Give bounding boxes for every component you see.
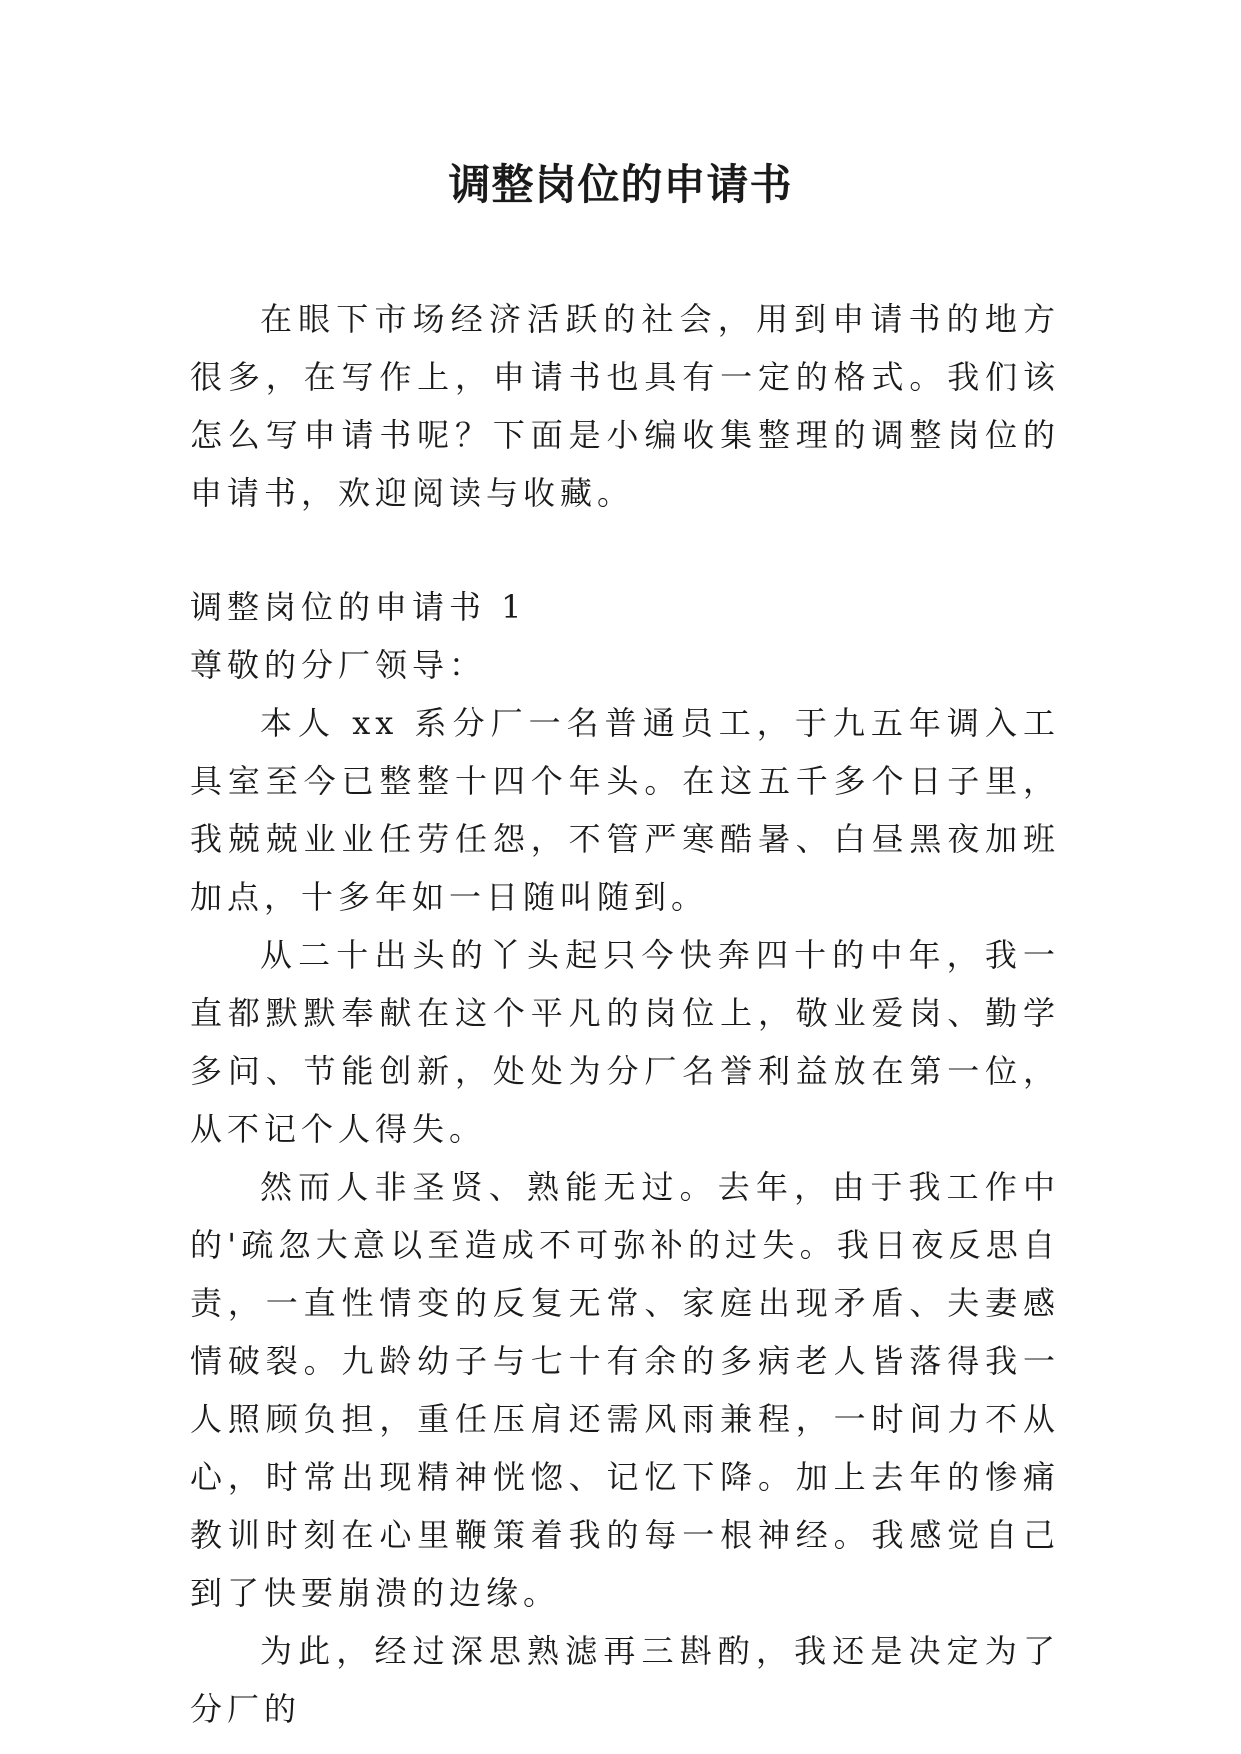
intro-block (190, 290, 1060, 522)
letter-block (190, 578, 1060, 1738)
body-paragraph-4: 为此，经过深思熟滤再三斟酌，我还是决定为了分厂的 (190, 1632, 1060, 1728)
body-paragraph-3: 然而人非圣贤、熟能无过。去年，由于我工作中的'疏忽大意以至造成不可弥补的过失。我日夜反思自责，一直性情变的反复无常、家庭出现矛盾、夫妻感情破裂。九龄幼子与七十有余的多病老人皆落得我一人照顾负担，重任压肩还需风雨兼程，一时间力不从心，时常出现精神恍惚、记忆下降。加上去年的惨痛教训时刻在心里鞭策着我的每一根神经。我感觉自己到了快要崩溃的边缘。 (190, 1168, 1060, 1612)
intro-paragraph: 在眼下市场经济活跃的社会，用到申请书的地方很多，在写作上，申请书也具有一定的格式。我们该怎么写申请书呢？下面是小编收集整理的调整岗位的申请书，欢迎阅读与收藏。 (190, 300, 1060, 512)
document-title: 调整岗位的申请书 (448, 160, 793, 209)
section-heading: 调整岗位的申请书 1 (190, 588, 527, 626)
body-paragraph-1: 本人 xx 系分厂一名普通员工，于九五年调入工具室至今已整整十四个年头。在这五千多个日子里，我兢兢业业任劳任怨，不管严寒酷暑、白昼黑夜加班加点，十多年如一日随叫随到。 (190, 704, 1060, 916)
salutation: 尊敬的分厂领导： (190, 646, 487, 684)
body-paragraph-2: 从二十出头的丫头起只今快奔四十的中年，我一直都默默奉献在这个平凡的岗位上，敬业爱岗、勤学多问、节能创新，处处为分厂名誉利益放在第一位，从不记个人得失。 (190, 936, 1060, 1148)
